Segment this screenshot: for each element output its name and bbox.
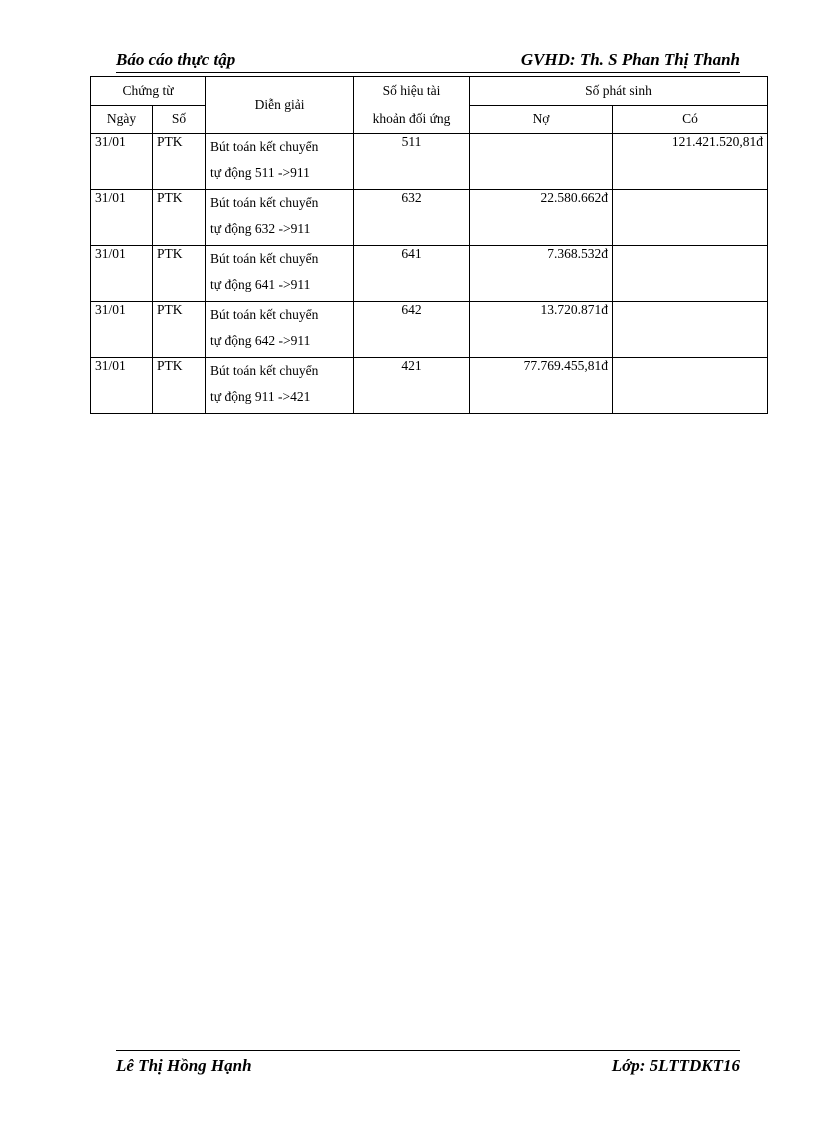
row-debit: 13.720.871đ (470, 302, 613, 358)
row-doc-number: PTK (153, 358, 206, 414)
col-header-ngay: Ngày (91, 105, 153, 134)
col-header-no: Nợ (470, 105, 613, 134)
row-account: 511 (354, 134, 470, 190)
row-desc-line1: Bút toán kết chuyển (210, 251, 319, 266)
row-doc-number: PTK (153, 190, 206, 246)
row-date: 31/01 (91, 190, 153, 246)
row-account: 632 (354, 190, 470, 246)
row-date: 31/01 (91, 302, 153, 358)
row-desc-line2: tự động 641 ->911 (210, 277, 311, 292)
row-desc-line1: Bút toán kết chuyển (210, 139, 319, 154)
row-account: 641 (354, 246, 470, 302)
header-row-1 (91, 77, 768, 106)
row-desc-line1: Bút toán kết chuyển (210, 195, 319, 210)
page-header (116, 50, 740, 73)
supervisor-name: GVHD: Th. S Phan Thị Thanh (520, 50, 740, 69)
table-row (91, 302, 768, 358)
row-desc-line2: tự động 632 ->911 (210, 221, 311, 236)
row-account: 421 (354, 358, 470, 414)
row-debit: 22.580.662đ (470, 190, 613, 246)
row-credit (613, 302, 768, 358)
col-header-dien-giai: Diễn giải (206, 77, 354, 134)
row-account: 642 (354, 302, 470, 358)
row-debit: 77.769.455,81đ (470, 358, 613, 414)
row-description (206, 190, 354, 246)
row-date: 31/01 (91, 134, 153, 190)
col-header-so-phat-sinh: Số phát sinh (470, 77, 768, 106)
author-name: Lê Thị Hồng Hạnh (116, 1056, 252, 1075)
table-row (91, 190, 768, 246)
class-code: Lớp: 5LTTDKT16 (611, 1056, 740, 1075)
row-doc-number: PTK (153, 134, 206, 190)
table-row (91, 246, 768, 302)
row-description (206, 134, 354, 190)
row-debit: 7.368.532đ (470, 246, 613, 302)
row-credit: 121.421.520,81đ (613, 134, 768, 190)
so-hieu-line2: khoản đối ứng (372, 111, 451, 126)
row-desc-line2: tự động 642 ->911 (210, 333, 311, 348)
row-doc-number: PTK (153, 302, 206, 358)
table-row (91, 134, 768, 190)
col-header-co: Có (613, 105, 768, 134)
table-row (91, 358, 768, 414)
row-date: 31/01 (91, 358, 153, 414)
so-hieu-line1: Số hiệu tài (382, 83, 441, 98)
col-header-chung-tu: Chứng từ (91, 77, 206, 106)
row-debit (470, 134, 613, 190)
row-credit (613, 190, 768, 246)
ledger-table (90, 76, 768, 414)
col-header-so-hieu (354, 77, 470, 134)
report-title: Báo cáo thực tập (116, 50, 236, 69)
row-description (206, 302, 354, 358)
row-desc-line1: Bút toán kết chuyển (210, 363, 319, 378)
row-desc-line1: Bút toán kết chuyển (210, 307, 319, 322)
row-description (206, 246, 354, 302)
row-credit (613, 358, 768, 414)
col-header-so: Số (153, 105, 206, 134)
page-footer (116, 1050, 740, 1079)
row-desc-line2: tự động 511 ->911 (210, 165, 310, 180)
row-doc-number: PTK (153, 246, 206, 302)
row-desc-line2: tự động 911 ->421 (210, 389, 311, 404)
row-description (206, 358, 354, 414)
row-credit (613, 246, 768, 302)
row-date: 31/01 (91, 246, 153, 302)
